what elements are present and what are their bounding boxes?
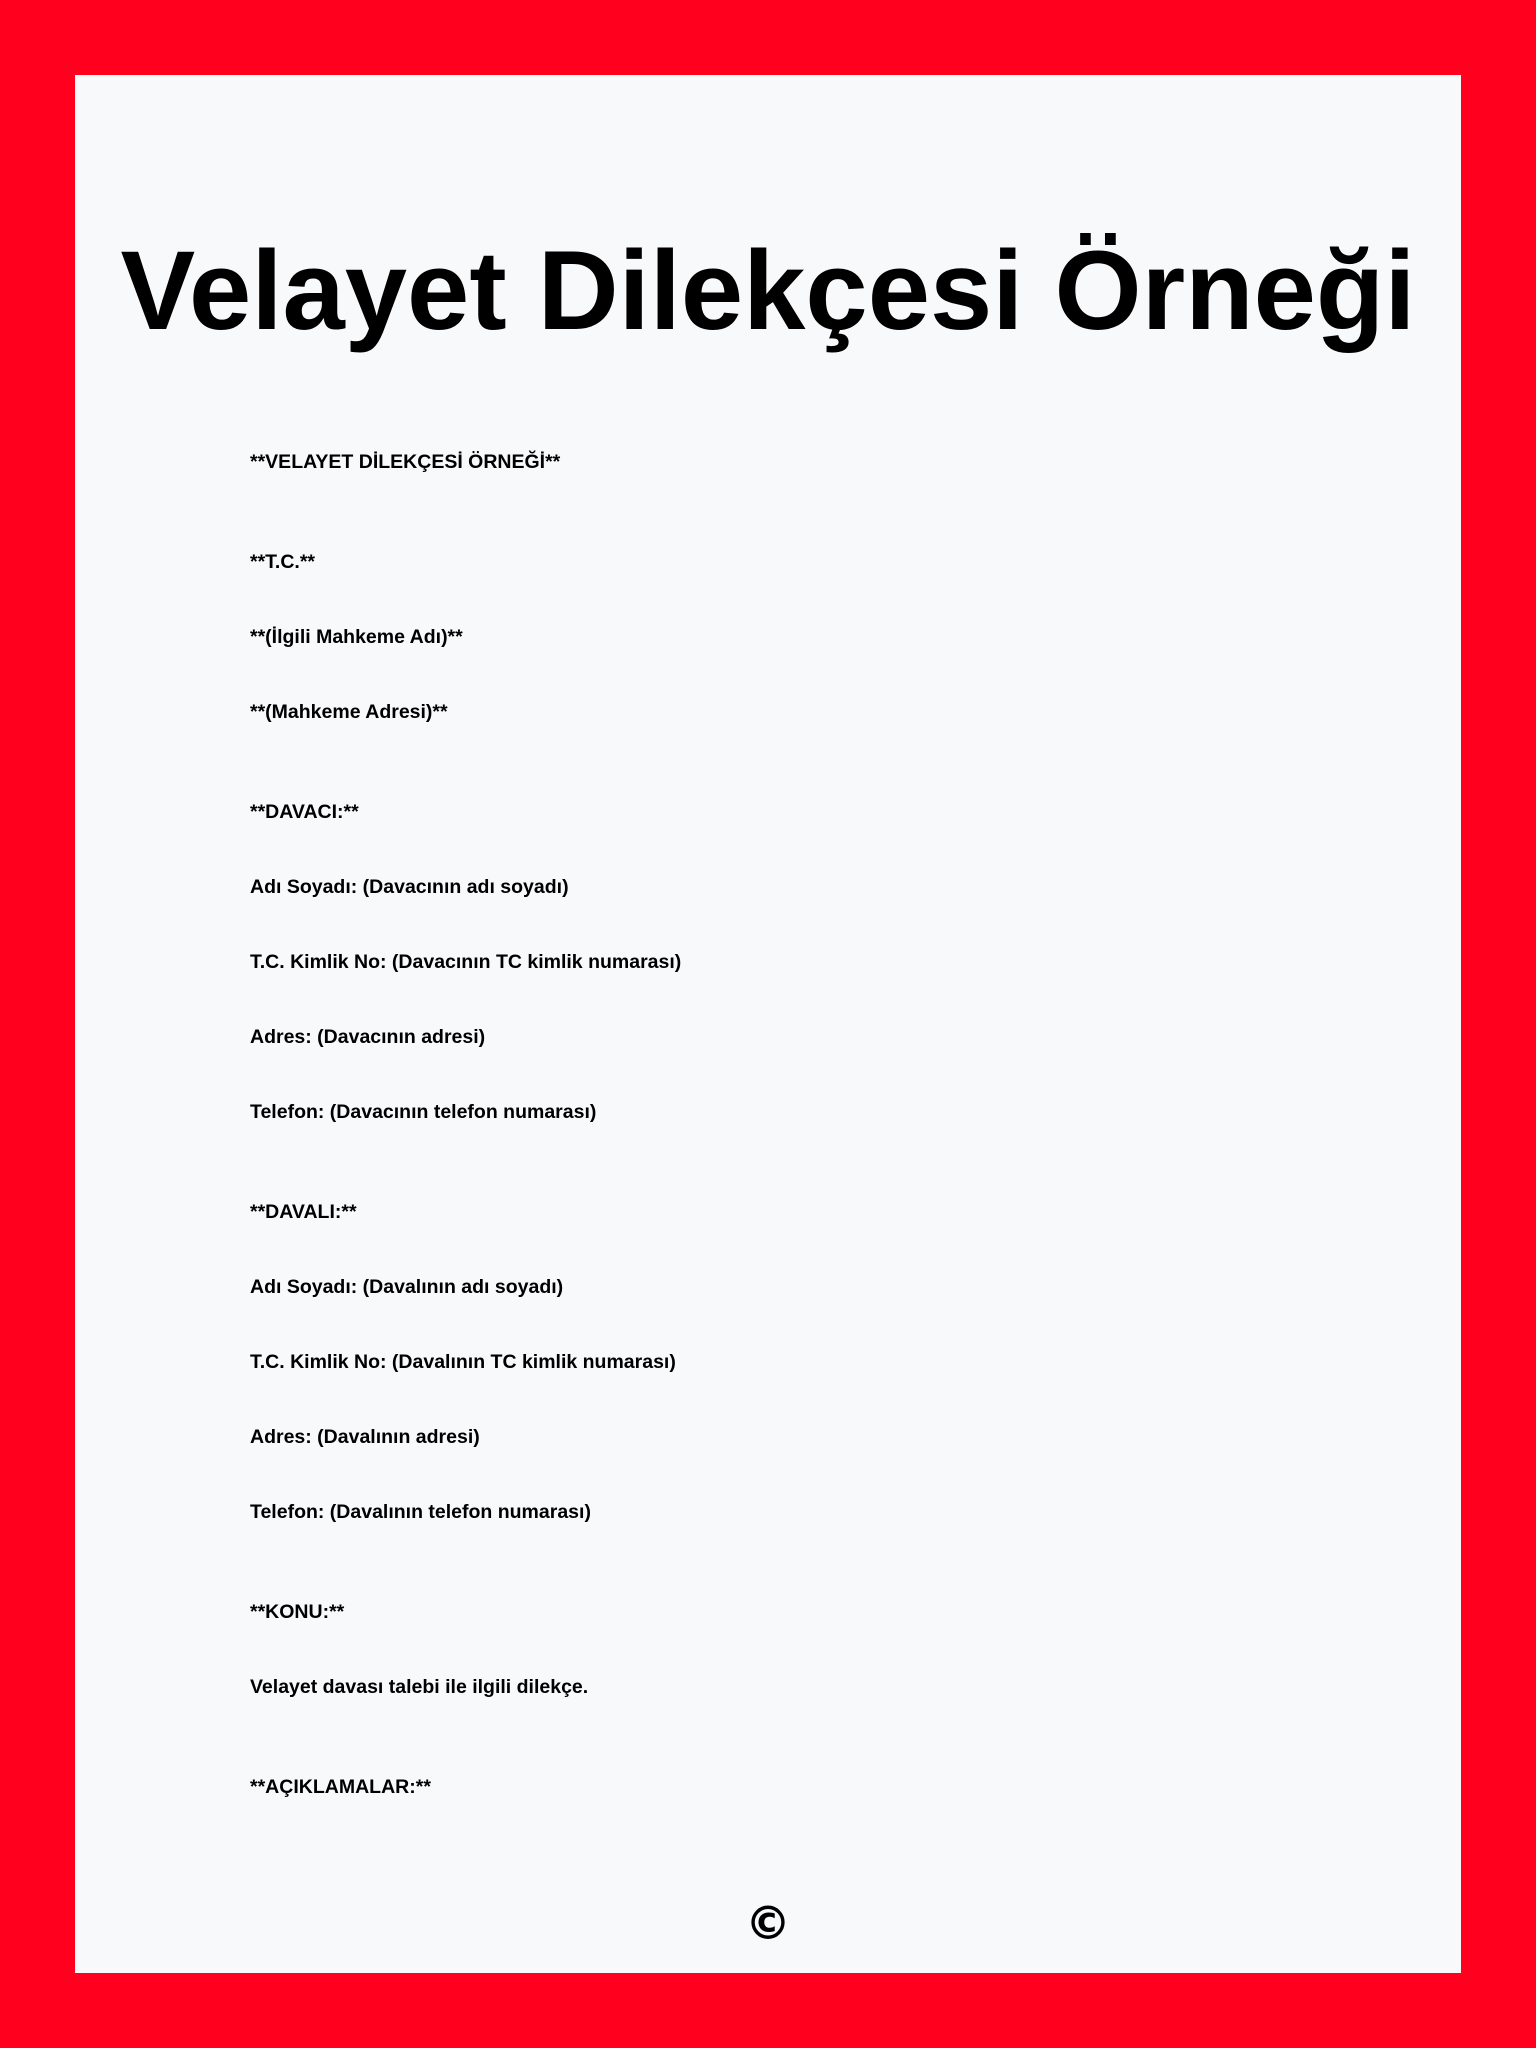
plaintiff-id-line: T.C. Kimlik No: (Davacının TC kimlik numarası): [250, 951, 682, 973]
document-heading: **VELAYET DİLEKÇESİ ÖRNEĞİ**: [250, 451, 561, 473]
subject-header: **KONU:**: [250, 1601, 345, 1623]
defendant-header: **DAVALI:**: [250, 1201, 357, 1223]
plaintiff-address-line: Adres: (Davacının adresi): [250, 1026, 486, 1048]
copyright-icon: ©: [745, 1896, 791, 1950]
plaintiff-name-line: Adı Soyadı: (Davacının adı soyadı): [250, 876, 569, 898]
subject-text: Velayet davası talebi ile ilgili dilekçe.: [250, 1676, 589, 1698]
defendant-phone-line: Telefon: (Davalının telefon numarası): [250, 1501, 591, 1523]
document-title: Velayet Dilekçesi Örneği: [120, 228, 1416, 353]
plaintiff-phone-line: Telefon: (Davacının telefon numarası): [250, 1101, 597, 1123]
court-name-line: **(İlgili Mahkeme Adı)**: [250, 626, 463, 648]
defendant-id-line: T.C. Kimlik No: (Davalının TC kimlik numarası): [250, 1351, 676, 1373]
tc-line: **T.C.**: [250, 551, 316, 573]
defendant-address-line: Adres: (Davalının adresi): [250, 1426, 480, 1448]
plaintiff-header: **DAVACI:**: [250, 801, 359, 823]
court-address-line: **(Mahkeme Adresi)**: [250, 701, 448, 723]
defendant-name-line: Adı Soyadı: (Davalının adı soyadı): [250, 1276, 564, 1298]
explanations-header: **AÇIKLAMALAR:**: [250, 1776, 431, 1798]
